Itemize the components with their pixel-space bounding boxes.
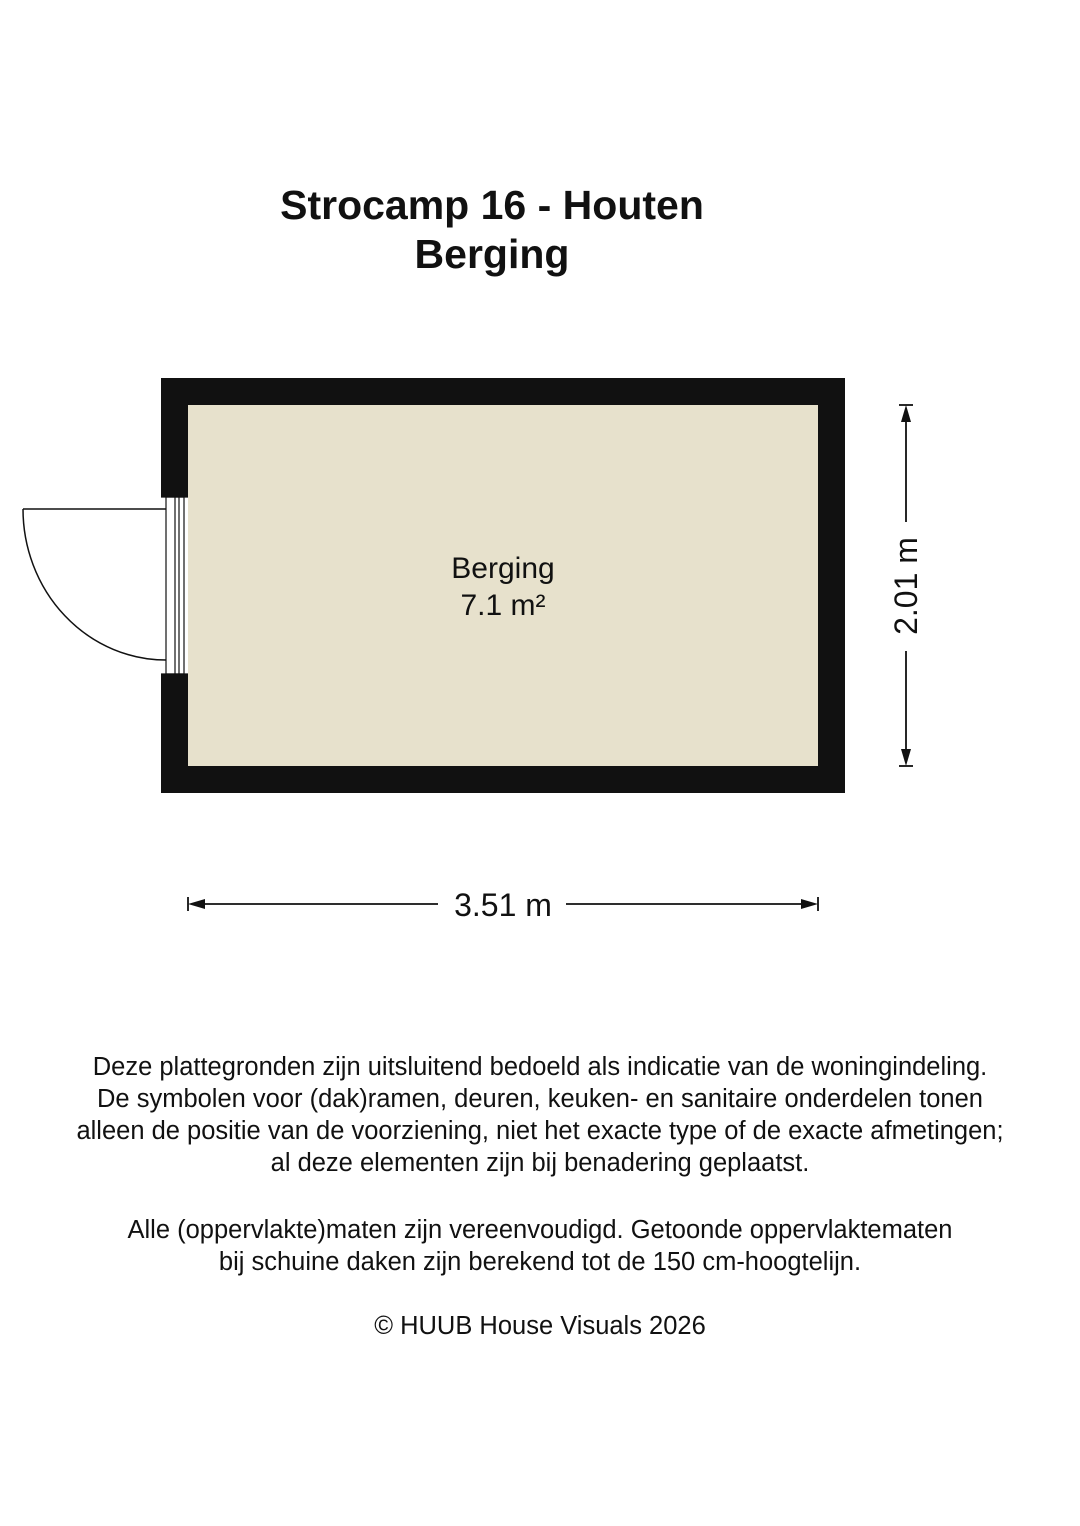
width-label: 3.51 m bbox=[454, 887, 552, 923]
disclaimer-line: bij schuine daken zijn berekend tot de 150 cm-hoogtelijn. bbox=[218, 1248, 862, 1276]
disclaimer-line: alleen de positie van de voorziening, niet het exacte type of de exacte afmetingen; bbox=[76, 1117, 1004, 1145]
arrow-left-icon bbox=[188, 899, 205, 909]
disclaimer-line: Deze plattegronden zijn uitsluitend bedoeld als indicatie van de woningindeling. bbox=[92, 1053, 988, 1081]
arrow-right-icon bbox=[801, 899, 818, 909]
copyright-notice: © HUUB House Visuals 2026 bbox=[374, 1312, 706, 1340]
disclaimer-paragraph-2 bbox=[0, 1214, 1080, 1278]
door-swing-icon bbox=[23, 509, 166, 660]
page-subtitle: Berging bbox=[414, 231, 570, 277]
disclaimer-line: De symbolen voor (dak)ramen, deuren, keuken- en sanitaire onderdelen tonen bbox=[97, 1085, 983, 1113]
room-name: Berging bbox=[451, 552, 555, 585]
arrow-up-icon bbox=[901, 405, 911, 422]
page-title: Strocamp 16 - Houten bbox=[280, 182, 704, 228]
disclaimer-line: al deze elementen zijn bij benadering geplaatst. bbox=[270, 1149, 810, 1177]
room-floor bbox=[188, 405, 818, 766]
height-label: 2.01 m bbox=[888, 537, 924, 635]
disclaimer-paragraph-1 bbox=[0, 1051, 1080, 1179]
arrow-down-icon bbox=[901, 749, 911, 766]
room-area: 7.1 m² bbox=[460, 589, 546, 622]
disclaimer-line: Alle (oppervlakte)maten zijn vereenvoudigd. Getoonde oppervlaktematen bbox=[127, 1216, 953, 1244]
